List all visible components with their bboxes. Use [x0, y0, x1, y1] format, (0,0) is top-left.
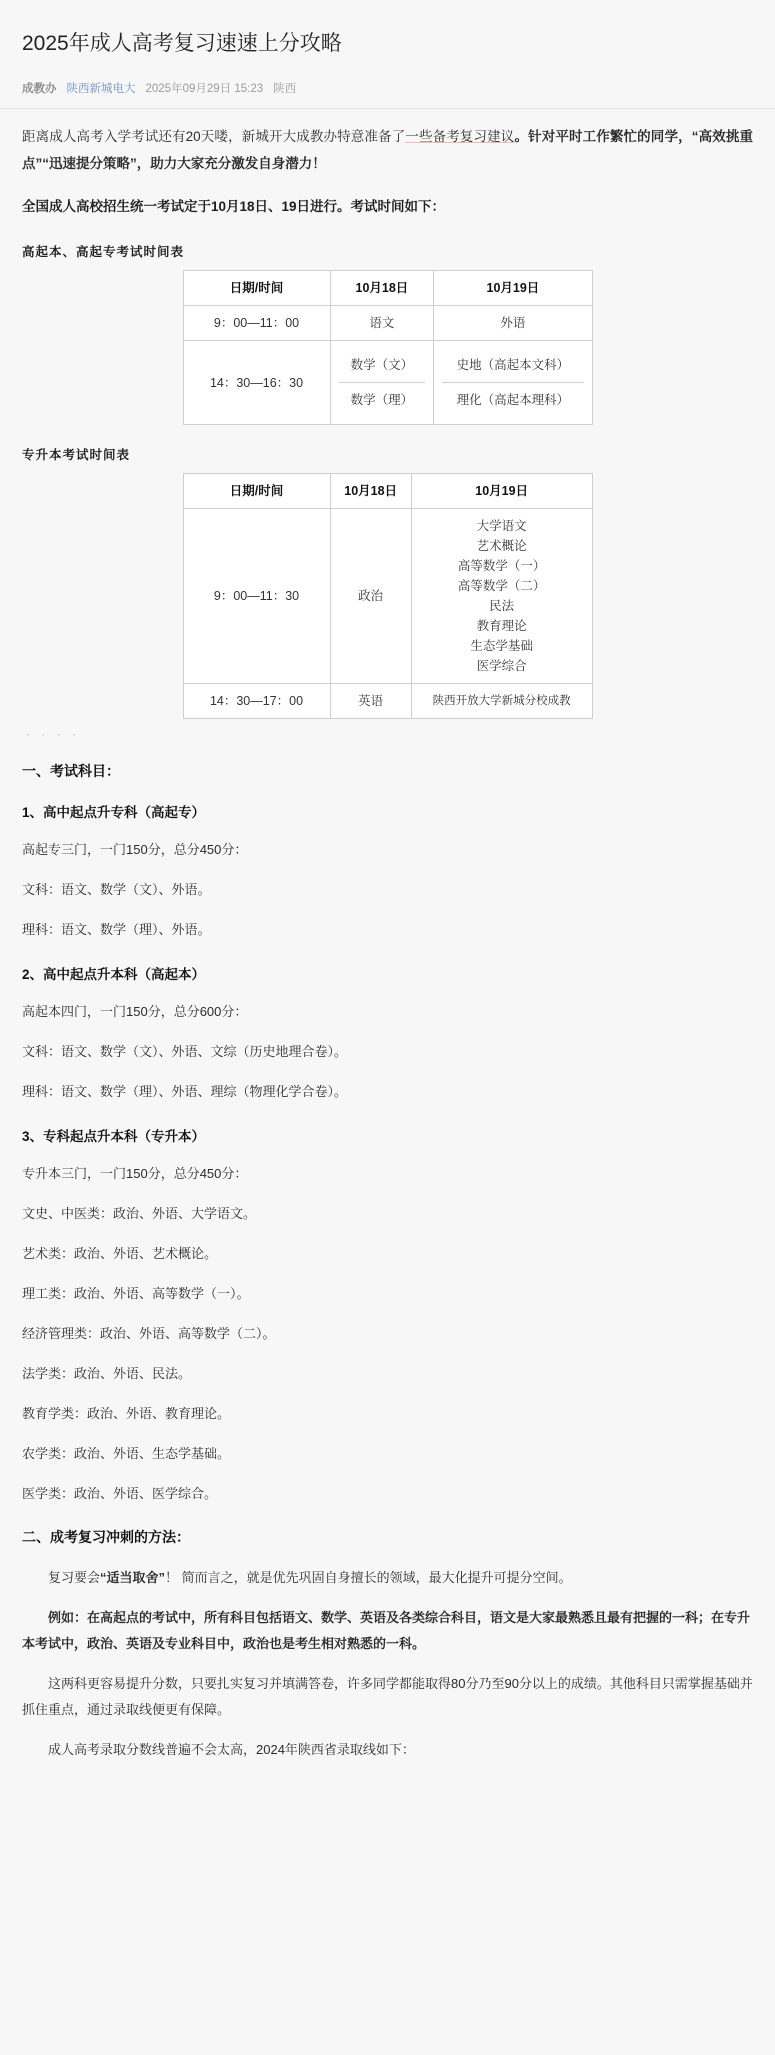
table-row: [183, 341, 592, 425]
section-1-sub3-line-4: 经济管理类：政治、外语、高等数学（二）。: [22, 1326, 276, 1342]
section-1-sub1-line-0: 高起专三门，一门150分，总分450分：: [22, 842, 248, 858]
section-1-sub3-line-3: 理工类：政治、外语、高等数学（一）。: [22, 1286, 250, 1302]
table2-r0-time: 9：00—11：30: [183, 509, 330, 684]
table1-r1-d18: [330, 341, 434, 425]
intro-underlined: 一些备考复习建议: [405, 129, 515, 145]
meta-datetime: 2025年09月29日 15:23: [145, 83, 264, 96]
subject-item: 高等数学（二）: [457, 579, 546, 594]
table1-r1-d19: [434, 341, 592, 425]
table1-caption: 高起本、高起专考试时间表: [22, 245, 185, 260]
table2-header-0: 日期/时间: [183, 474, 330, 509]
table2-caption: 专升本考试时间表: [22, 448, 131, 463]
section-1-sub3-line-2: 艺术类：政治、外语、艺术概论。: [22, 1246, 218, 1262]
section-2-paragraph-2: [22, 1605, 753, 1657]
section-1-sub3-line-7: 农学类：政治、外语、生态学基础。: [22, 1446, 231, 1462]
table2-r1-d18: 英语: [330, 684, 411, 719]
article-page: [0, 14, 775, 1797]
section-1-sub2-line-0: 高起本四门，一门150分，总分600分：: [22, 1004, 248, 1020]
table1-header-1: 10月18日: [330, 271, 434, 306]
section-1-sub3-line-1: 文史、中医类：政治、外语、大学语文。: [22, 1206, 257, 1222]
section-1-sub2-line-1: 文科：语文、数学（文）、外语、文综（历史地理合卷）。: [22, 1044, 348, 1060]
section-2-paragraph-3: 这两科更容易提升分数，只要扎实复习并填满答卷，许多同学都能取得80分乃至90分以上的成绩。其他科目只需掌握基础并抓住重点，通过录取线便更有保障。: [22, 1676, 753, 1718]
subject-item: 大学语文: [476, 519, 527, 534]
subject-item: 教育理论: [476, 619, 527, 634]
meta-source[interactable]: 陕西新城电大: [66, 83, 136, 96]
s2-p1-c: ！ 简而言之，就是优先巩固自身擅长的领域，最大化提升可提分空间。: [165, 1570, 572, 1586]
article-content: [0, 109, 775, 1763]
section-1-heading: 一、考试科目：: [22, 763, 120, 780]
table2-r1-watermark: 陕西开放大学新城分校成教: [411, 684, 592, 719]
s2-p2-b: 政治也: [243, 1636, 283, 1652]
section-2-paragraph-1: [22, 1565, 753, 1591]
subject-item: 生态学基础: [470, 639, 533, 654]
table1-r1-time: 14：30—16：30: [183, 341, 330, 425]
section-1-sub1-heading: 1、高中起点升专科（高起专）: [22, 805, 206, 821]
section-1-sub3-line-5: 法学类：政治、外语、民法。: [22, 1366, 192, 1382]
table-row: [183, 271, 592, 306]
s2-p2-c: 是考生相对熟悉的一科。: [282, 1636, 426, 1652]
table1-r1-d19-b: 理化（高起本理科）: [456, 393, 570, 408]
table1-r0-d18: 语文: [330, 306, 434, 341]
section-1-sub3-line-6: 教育学类：政治、外语、教育理论。: [22, 1406, 231, 1422]
table1-r1-d19-a: 史地（高起本文科）: [442, 348, 583, 383]
page-title: 2025年成人高考复习速速上分攻略: [22, 32, 342, 56]
table-row: [183, 684, 592, 719]
s2-p2-a: 例如：在高起点的考试中，所有科目包括语文、数学、英语及各类综合科目，语文是大家最熟悉且最有把握的一科；在专升本考试中，政治、英语及专业科目中，: [22, 1610, 751, 1652]
table1-r1-d18-a: 数学（文）: [339, 348, 426, 383]
subject-item: 民法: [489, 599, 515, 614]
table1-header-2: 10月19日: [434, 271, 592, 306]
subject-item: 高等数学（一）: [457, 559, 546, 574]
meta-category: 成教办: [22, 83, 57, 96]
table1-header-0: 日期/时间: [183, 271, 330, 306]
table-zhuanshengben: [183, 473, 593, 719]
article-meta: [0, 80, 775, 108]
table-row: [183, 474, 592, 509]
intro-paragraph: [22, 123, 753, 177]
table2-r0-d18: 政治: [330, 509, 411, 684]
table1-r1-d18-b: 数学（理）: [350, 393, 414, 408]
section-1-sub3-heading: 3、专科起点升本科（专升本）: [22, 1129, 206, 1145]
section-2-paragraph-4: 成人高考录取分数线普遍不会太高，2024年陕西省录取线如下：: [48, 1742, 415, 1758]
subject-item: 医学综合: [476, 659, 527, 674]
exam-date-lead: 全国成人高校招生统一考试定于10月18日、19日进行。考试时间如下：: [22, 199, 446, 215]
section-1-sub1-line-1: 文科：语文、数学（文）、外语。: [22, 882, 211, 898]
table1-r0-d19: 外语: [434, 306, 592, 341]
subject-item: 艺术概论: [476, 539, 527, 554]
s2-p1-a: 复习要会: [48, 1570, 101, 1586]
table1-r0-time: 9：00—11：00: [183, 306, 330, 341]
table-gaoqi: [183, 270, 593, 425]
table-row: [183, 509, 592, 684]
section-1-sub1-line-2: 理科：语文、数学（理）、外语。: [22, 922, 211, 938]
table-row: [183, 306, 592, 341]
section-1-sub2-heading: 2、高中起点升本科（高起本）: [22, 967, 206, 983]
s2-p1-b: “适当取舍”: [100, 1570, 166, 1586]
table2-header-1: 10月18日: [330, 474, 411, 509]
section-1-sub2-line-2: 理科：语文、数学（理）、外语、理综（物理化学合卷）。: [22, 1084, 348, 1100]
section-1-sub3-line-0: 专升本三门，一门150分，总分450分：: [22, 1166, 248, 1182]
table2-header-2: 10月19日: [411, 474, 592, 509]
intro-part-a: 距离成人高考入学考试还有20天喽，新城开大成教办特意准备了: [22, 129, 406, 145]
intro-part-b: 。针对平时工作繁忙的同学，“高效挑重点”“迅速提分策略”，助力大家充分激发自身潜力！: [22, 129, 754, 172]
table2-r0-d19: [411, 509, 592, 684]
table2-r1-time: 14：30—17：00: [183, 684, 330, 719]
section-1-sub3-line-8: 医学类：政治、外语、医学综合。: [22, 1486, 218, 1502]
meta-location: 陕西: [273, 83, 297, 96]
table2-dots: · · · ·: [26, 727, 80, 742]
section-2-heading: 二、成考复习冲刺的方法：: [22, 1529, 190, 1546]
